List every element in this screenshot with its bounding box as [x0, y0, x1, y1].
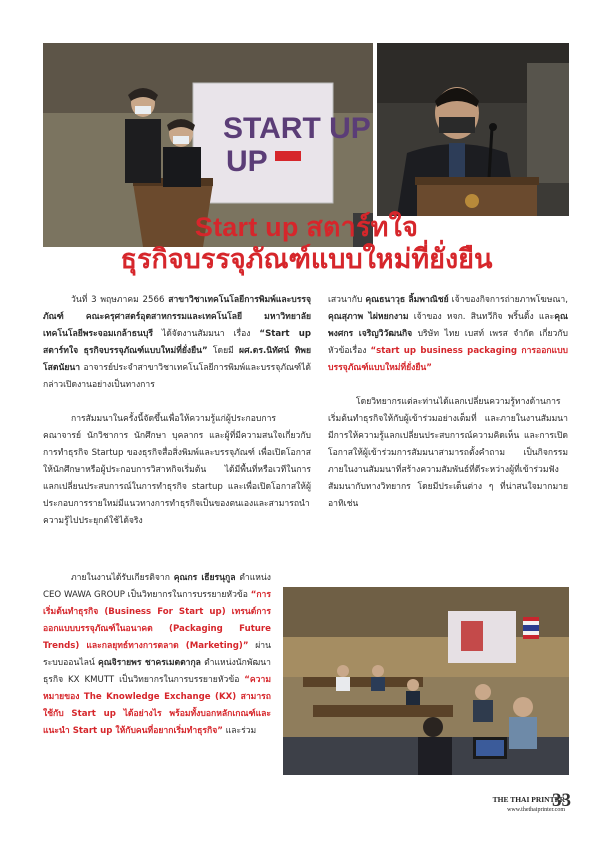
- paragraph-exchange: โดยวิทยากรแต่ละท่านได้แลกเปลี่ยนความรู้ทางด้านการเริ่มต้นทำธุรกิจให้กับผู้เข้าร่วมอย่างเต็มที่ และภายในงานสัมมนา มีการให้ความรู้แลกเปลี่ยนประสบการณ์ความคิดเห็น และการเปิดโอกาสให้ผู้เข้าร่วมการสัมมนาสามารถตั้งคำถาม เป็นกิจกรรมภายในงานสัมมนาที่สร้างความสัมพันธ์ที่ดีระหว่างผู้ที่เข้าร่วมฟังสัมมนากับทางวิทยากร โดยมีประเด็นต่าง ๆ ที่น่าสนใจมากมาย อาทิเช่น: [328, 397, 568, 509]
- publication-name: THE THAI PRINTER: [492, 795, 565, 804]
- article-title: [0, 211, 613, 275]
- left-column-bottom: [43, 570, 271, 740]
- paragraph-purpose: การสัมมนาในครั้งนี้จัดขึ้นเพื่อให้ความรู้แก่ผู้ประกอบการ คณาจารย์ นักวิชาการ นักศึกษา บุคลากร และผู้ที่มีความสนใจเกี่ยวกับการทำธุรกิจ Startup ของธุรกิจสื่อสิ่งพิมพ์และบรรจุภัณฑ์ เพื่อเปิดโอกาสให้นักศึกษาหรือผู้ประกอบการวิสาหกิจเริ่มต้น ได้มีพื้นที่หรือเวทีในการแลกเปลี่ยนประสบการณ์ในการทำธุรกิจ startup และเพื่อเปิดโอกาสให้ผู้ประกอบการรายใหม่มีแนวทางการทำธุรกิจเป็นของตนเองและสามารถนำความรู้ไปประยุกต์ใช้ได้จริง: [43, 414, 311, 526]
- photo-seminar-room: [283, 587, 569, 775]
- paragraph-panel: เสวนากับ คุณธนาวุธ ลิ้มพาณิชย์ เจ้าของกิจการถ่ายภาพโฆษณา, คุณสุภาพ ไผ่หยกงาม เจ้าของ หจก. สินทวีกิจ พริ้นติ้ง และคุณพงศกร เจริญวิวัฒนกิจ บริษัท ไทย เบสท์ เพรส จำกัด เกี่ยวกับหัวข้อเรื่อง “start up business packaging การออกแบบบรรจุภัณฑ์แบบใหม่ที่ยั่งยืน”: [328, 295, 569, 373]
- title-line-2: ธุรกิจบรรจุภัณฑ์แบบใหม่ที่ยั่งยืน: [120, 244, 493, 274]
- publication-url: www.thethaiprinter.com: [507, 807, 565, 813]
- right-column: [328, 292, 568, 513]
- paragraph-speakers: ภายในงานได้รับเกียรติจาก คุณกร เธียรนุกูล ตำแหน่ง CEO WAWA GROUP เป็นวิทยากรในการบรรยายหัวข้อ “การเริ่มต้นทำธุรกิจ (Business For Start up) เทรนด์การออกแบบบรรจุภัณฑ์ในอนาคต (Packaging Future Trends) และกลยุทธ์ทางการตลาด (Marketing)” ผ่านระบบออนไลน์ คุณจิรายพร ชาครเมตตากุล ตำแหน่งนักพัฒนาธุรกิจ KX KMUTT เป็นวิทยากรในการบรรยายหัวข้อ “ความหมายของ The Knowledge Exchange (KX) สามารถใช้กับ Start up ได้อย่างไร พร้อมทั้งบอกหลักเกณฑ์และแนะนำ Start up ให้กับคนที่อยากเริ่มทำธุรกิจ” และร่วม: [43, 573, 272, 736]
- title-line-1: Start up สตาร์ทใจ: [194, 212, 419, 242]
- seminar-room-image: [283, 587, 569, 775]
- page-number: 33: [552, 790, 571, 811]
- left-column-top: [43, 292, 311, 530]
- svg-text:UP: UP: [226, 145, 268, 178]
- speaker-image: [377, 43, 569, 216]
- paragraph-intro: วันที่ 3 พฤษภาคม 2566 สาขาวิชาเทคโนโลยีการพิมพ์และบรรจุภัณฑ์ คณะครุศาสตร์อุตสาหกรรมและเทคโนโลยี มหาวิทยาลัยเทคโนโลยีพระจอมเกล้าธนบุรี ได้จัดงานสัมมนา เรื่อง “Start up สตาร์ทใจ ธุรกิจบรรจุภัณฑ์แบบใหม่ที่ยั่งยืน” โดยมี ผศ.ดร.นิทัศน์ ทิพยโสตนัยนา อาจารย์ประจำสาขาวิชาเทคโนโลยีการพิมพ์และบรรจุภัณฑ์ได้กล่าวเปิดงานอย่างเป็นทางการ: [43, 295, 311, 390]
- screen-logo: START UP: [223, 112, 371, 145]
- photo-speaker: [377, 43, 569, 216]
